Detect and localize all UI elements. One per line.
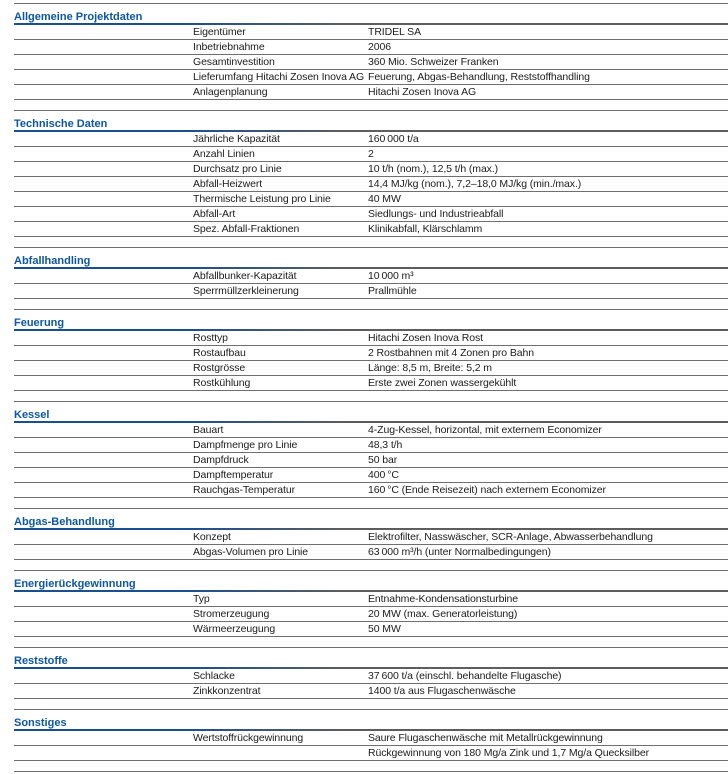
spec-row xyxy=(14,55,728,70)
row-label: Konzept xyxy=(193,531,231,543)
section-title: Allgemeine Projektdaten xyxy=(14,11,143,23)
row-value: Feuerung, Abgas-Behandlung, Reststoffhandling xyxy=(368,71,590,83)
row-value: 50 bar xyxy=(368,454,398,466)
row-value: Elektrofilter, Nasswäscher, SCR-Anlage, Abwasserbehandlung xyxy=(368,531,653,543)
section-sonstiges xyxy=(14,710,728,772)
row-value: Erste zwei Zonen wassergekühlt xyxy=(368,377,517,389)
spec-row xyxy=(14,177,728,192)
row-value: 400 °C xyxy=(368,469,399,481)
section-title: Feuerung xyxy=(14,317,65,329)
section-closing-rule xyxy=(14,637,728,648)
row-label: Spez. Abfall-Fraktionen xyxy=(193,223,300,235)
spec-row xyxy=(14,222,728,237)
row-value: 48,3 t/h xyxy=(368,439,403,451)
spec-row xyxy=(14,284,728,299)
section-allgemeine-projektdaten xyxy=(14,4,728,111)
row-label: Typ xyxy=(193,593,210,605)
spec-row xyxy=(14,40,728,55)
spec-row xyxy=(14,607,728,622)
row-value: 2 xyxy=(368,148,374,160)
section-title: Abfallhandling xyxy=(14,255,91,267)
row-label: Stromerzeugung xyxy=(193,608,270,620)
spec-row xyxy=(14,423,728,438)
section-title: Reststoffe xyxy=(14,655,68,667)
row-value: TRIDEL SA xyxy=(368,26,421,38)
row-label: Bauart xyxy=(193,424,224,436)
section-title: Sonstiges xyxy=(14,717,67,729)
spec-row xyxy=(14,162,728,177)
row-label: Anzahl Linien xyxy=(193,148,255,160)
row-label: Eigentümer xyxy=(193,26,246,38)
section-closing-rule xyxy=(14,498,728,509)
row-label: Wertstoffrückgewinnung xyxy=(193,732,304,744)
row-label: Zinkkonzentrat xyxy=(193,685,261,697)
row-value: Länge: 8,5 m, Breite: 5,2 m xyxy=(368,362,492,374)
section-technische-daten xyxy=(14,111,728,248)
spec-row xyxy=(14,483,728,498)
spec-row xyxy=(14,376,728,391)
row-value: 20 MW (max. Generatorleistung) xyxy=(368,608,518,620)
row-value: Entnahme-Kondensationsturbine xyxy=(368,593,519,605)
section-closing-rule xyxy=(14,699,728,710)
spec-row xyxy=(14,192,728,207)
row-label: Dampfmenge pro Linie xyxy=(193,439,298,451)
row-value: Hitachi Zosen Inova Rost xyxy=(368,332,483,344)
spec-row xyxy=(14,361,728,376)
row-value: Rückgewinnung von 180 Mg/a Zink und 1,7 Mg/a Quecksilber xyxy=(368,747,649,759)
row-label: Sperrmüllzerkleinerung xyxy=(193,285,299,297)
row-value: 14,4 MJ/kg (nom.), 7,2–18,0 MJ/kg (min./max.) xyxy=(368,178,582,190)
spec-row xyxy=(14,331,728,346)
spec-row xyxy=(14,592,728,607)
section-closing-rule xyxy=(14,391,728,402)
spec-row xyxy=(14,684,728,699)
row-label: Abfallbunker-Kapazität xyxy=(193,270,297,282)
spec-row xyxy=(14,132,728,147)
spec-row xyxy=(14,147,728,162)
row-label: Rostaufbau xyxy=(193,347,246,359)
row-value: 2 Rostbahnen mit 4 Zonen pro Bahn xyxy=(368,347,534,359)
row-value: Siedlungs- und Industrieabfall xyxy=(368,208,504,220)
row-value: 360 Mio. Schweizer Franken xyxy=(368,56,499,68)
row-label: Wärmeerzeugung xyxy=(193,623,276,635)
section-closing-rule xyxy=(14,761,728,772)
row-label: Abgas-Volumen pro Linie xyxy=(193,546,309,558)
row-label: Rostkühlung xyxy=(193,377,251,389)
row-value: 160 000 t/a xyxy=(368,133,419,145)
row-value: Prallmühle xyxy=(368,285,417,297)
row-label: Schlacke xyxy=(193,670,235,682)
spec-row xyxy=(14,25,728,40)
row-label: Anlagenplanung xyxy=(193,86,268,98)
row-value: 50 MW xyxy=(368,623,401,635)
row-value: 40 MW xyxy=(368,193,401,205)
section-title: Energierückgewinnung xyxy=(14,578,136,590)
row-value: Klinikabfall, Klärschlamm xyxy=(368,223,483,235)
section-abfallhandling xyxy=(14,248,728,310)
row-label: Rostgrösse xyxy=(193,362,246,374)
row-value: 160 °C (Ende Reisezeit) nach externem Economizer xyxy=(368,484,606,496)
row-label: Lieferumfang Hitachi Zosen Inova AG xyxy=(193,71,365,83)
row-label: Jährliche Kapazität xyxy=(193,133,280,145)
spec-row xyxy=(14,85,728,100)
section-feuerung xyxy=(14,310,728,402)
section-abgas-behandlung xyxy=(14,509,728,571)
section-title: Technische Daten xyxy=(14,118,108,130)
spec-row xyxy=(14,622,728,637)
section-title: Kessel xyxy=(14,409,50,421)
section-kessel xyxy=(14,402,728,509)
row-label: Abfall-Heizwert xyxy=(193,178,263,190)
spec-row xyxy=(14,269,728,284)
row-label: Inbetriebnahme xyxy=(193,41,265,53)
row-value: 10 000 m³ xyxy=(368,270,414,282)
section-closing-rule xyxy=(14,100,728,111)
row-value: 2006 xyxy=(368,41,391,53)
spec-row xyxy=(14,530,728,545)
section-title: Abgas-Behandlung xyxy=(14,516,115,528)
row-label: Rauchgas-Temperatur xyxy=(193,484,295,496)
spec-row xyxy=(14,453,728,468)
section-closing-rule xyxy=(14,560,728,571)
spec-row xyxy=(14,438,728,453)
row-label: Dampftemperatur xyxy=(193,469,274,481)
spec-row xyxy=(14,731,728,746)
spec-row xyxy=(14,70,728,85)
row-value: Saure Flugaschenwäsche mit Metallrückgewinnung xyxy=(368,732,603,744)
row-value: 10 t/h (nom.), 12,5 t/h (max.) xyxy=(368,163,499,175)
spec-row xyxy=(14,746,728,761)
spec-row xyxy=(14,669,728,684)
section-closing-rule xyxy=(14,299,728,310)
spec-row xyxy=(14,207,728,222)
row-label: Durchsatz pro Linie xyxy=(193,163,282,175)
row-value: 1400 t/a aus Flugaschenwäsche xyxy=(368,685,516,697)
row-label: Rosttyp xyxy=(193,332,228,344)
row-value: 4-Zug-Kessel, horizontal, mit externem Economizer xyxy=(368,424,602,436)
spec-row xyxy=(14,545,728,560)
row-value: 63 000 m³/h (unter Normalbedingungen) xyxy=(368,546,551,558)
row-label: Dampfdruck xyxy=(193,454,249,466)
section-energierueckgewinnung xyxy=(14,571,728,648)
row-value: 37 600 t/a (einschl. behandelte Flugasche) xyxy=(368,670,562,682)
row-value: Hitachi Zosen Inova AG xyxy=(368,86,477,98)
section-closing-rule xyxy=(14,237,728,248)
spec-row xyxy=(14,346,728,361)
section-reststoffe xyxy=(14,648,728,710)
row-label: Thermische Leistung pro Linie xyxy=(193,193,331,205)
row-label: Abfall-Art xyxy=(193,208,236,220)
spec-row xyxy=(14,468,728,483)
row-label: Gesamtinvestition xyxy=(193,56,275,68)
